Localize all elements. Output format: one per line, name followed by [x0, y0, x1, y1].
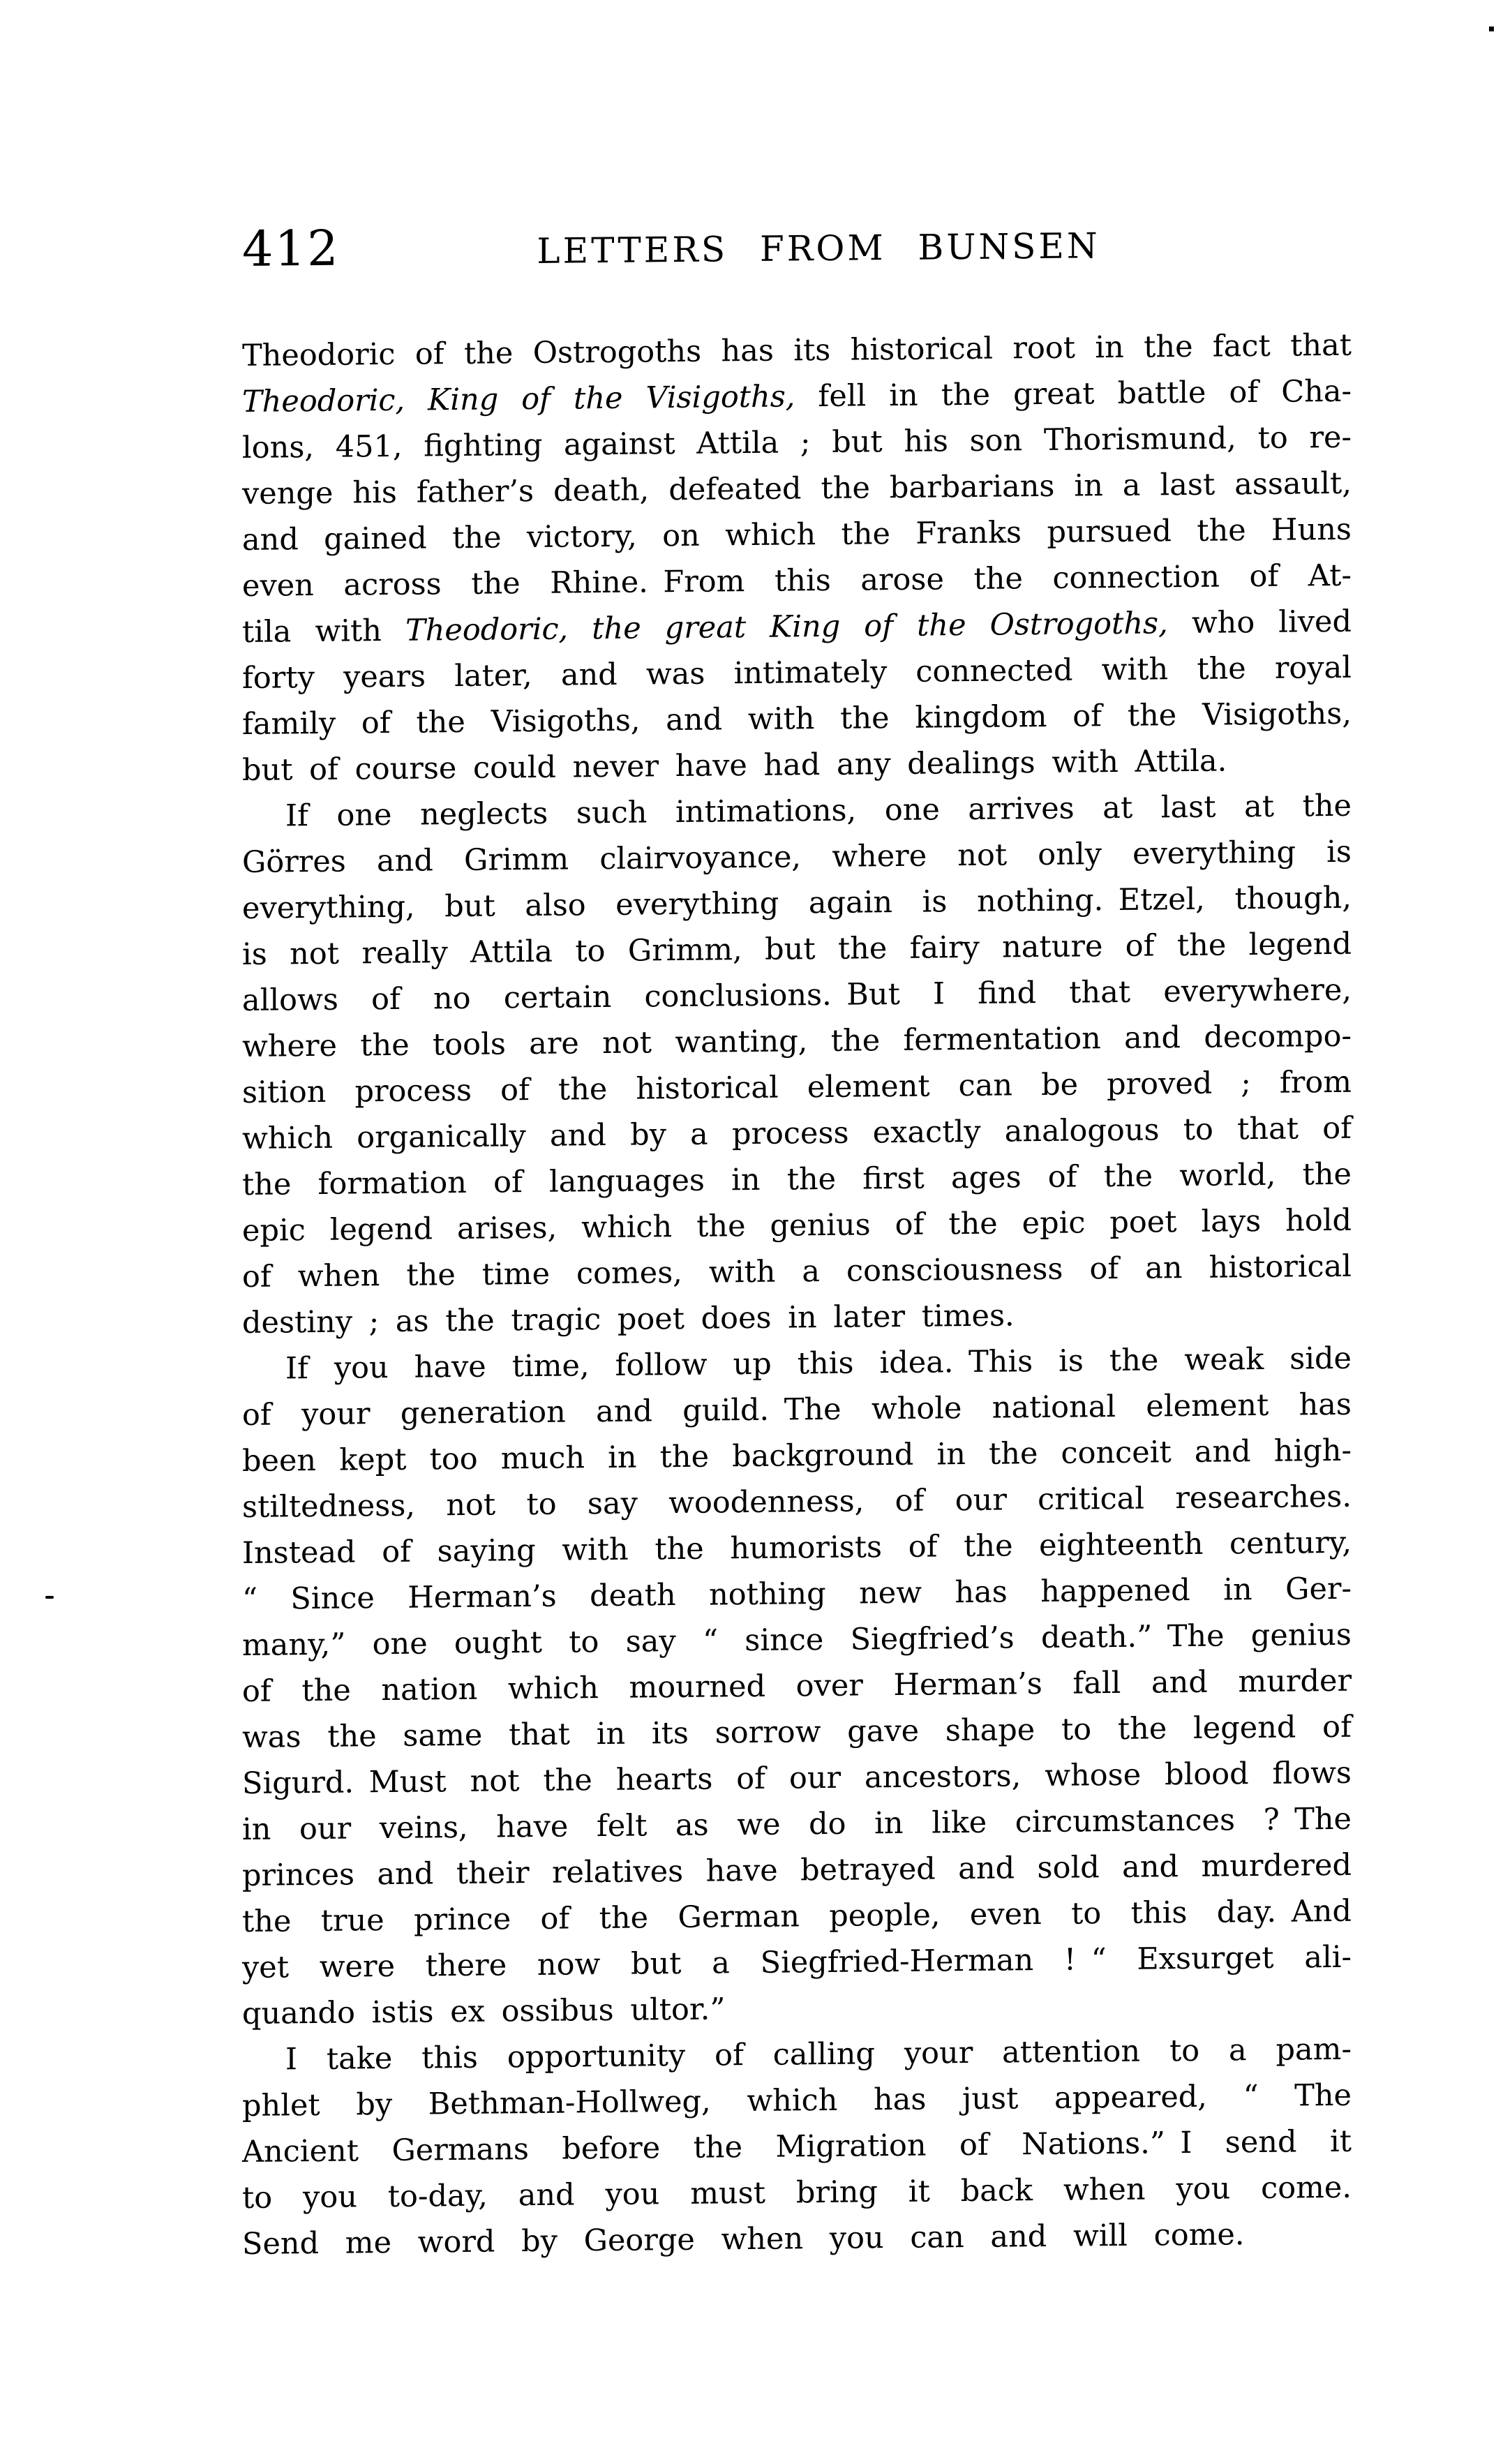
paragraph — [242, 2026, 1352, 2267]
text-line: where the tools are not wanting, the fermentation and decompo- — [242, 1018, 1352, 1064]
text-line: to you to-day, and you must bring it back when you come. — [242, 2170, 1352, 2216]
text-line: Sigurd. Must not the hearts of our ancestors, whose blood flows — [242, 1755, 1352, 1801]
running-title: LETTERS FROM BUNSEN — [537, 225, 1100, 271]
text-line: which organically and by a process exactly analogous to that of — [242, 1110, 1352, 1156]
text-line: “ Since Herman’s death nothing new has happened in Ger- — [242, 1571, 1352, 1617]
text-line: Instead of saying with the humorists of the eighteenth century, — [242, 1525, 1352, 1571]
text-line: many,” one ought to say “ since Siegfried’s death.” The genius — [242, 1617, 1352, 1663]
text-line: allows of no certain conclusions. But I find that everywhere, — [242, 972, 1352, 1018]
text-line: Görres and Grimm clairvoyance, where not only everything is — [242, 834, 1352, 880]
text-line: Ancient Germans before the Migration of Nations.” I send it — [242, 2123, 1352, 2170]
text-line: sition process of the historical element can be proved ; from — [242, 1064, 1352, 1110]
text-line: epic legend arises, which the genius of the epic poet lays hold — [242, 1202, 1352, 1248]
paragraph — [242, 783, 1352, 1346]
paragraph — [242, 1336, 1352, 2037]
text-line: is not really Attila to Grimm, but the fairy nature of the legend — [242, 926, 1352, 972]
text-line: even across the Rhine. From this arose the connection of At- — [242, 558, 1352, 604]
text-line: Theodoric, King of the Visigoths, fell in the great battle of Cha- — [242, 373, 1352, 419]
text-line: family of the Visigoths, and with the kingdom of the Visigoths, — [242, 696, 1352, 742]
text-line: lons, 451, fighting against Attila ; but his son Thorismund, to re- — [242, 419, 1352, 465]
text-line: but of course could never have had any dealings with Attila. — [242, 743, 1227, 788]
text-line: yet were there now but a Siegfried-Herman ! “ Exsurget ali- — [242, 1939, 1352, 1985]
text-line: tila with Theodoric, the great King of the Ostrogoths, who lived — [242, 604, 1352, 650]
text-line: If one neglects such intimations, one arrives at last at the — [285, 788, 1352, 834]
text-line: the true prince of the German people, even to this day. And — [242, 1893, 1352, 1939]
text-line: of the nation which mourned over Herman’s fall and murder — [242, 1663, 1352, 1709]
text-line: I take this opportunity of calling your attention to a pam- — [285, 2031, 1352, 2077]
text-line: in our veins, have felt as we do in like circumstances ? The — [242, 1801, 1352, 1847]
text-line: phlet by Bethman-Hollweg, which has just appeared, “ The — [242, 2077, 1352, 2123]
text-line: quando istis ex ossibus ultor.” — [242, 1992, 726, 2031]
text-line: of your generation and guild. The whole national element has — [242, 1387, 1352, 1433]
text-line: forty years later, and was intimately connected with the royal — [242, 650, 1352, 696]
page-number: 412 — [242, 219, 340, 278]
running-header — [242, 210, 1352, 279]
scan-speck — [1489, 27, 1494, 31]
text-line: and gained the victory, on which the Franks pursued the Huns — [242, 512, 1352, 558]
paragraph — [242, 322, 1352, 793]
text-line: of when the time comes, with a consciousness of an historical — [242, 1248, 1352, 1294]
page-text — [242, 322, 1352, 2267]
text-line: been kept too much in the background in the conceit and high- — [242, 1433, 1352, 1479]
text-line: Send me word by George when you can and will come. — [242, 2217, 1245, 2262]
text-line: princes and their relatives have betrayed and sold and murdered — [242, 1847, 1352, 1893]
text-line: Theodoric of the Ostrogoths has its historical root in the fact that — [242, 327, 1352, 373]
text-line: venge his father’s death, defeated the barbarians in a last assault, — [242, 465, 1352, 512]
text-line: the formation of languages in the first ages of the world, the — [242, 1156, 1352, 1202]
scan-margin-mark — [45, 1596, 54, 1599]
text-line: everything, but also everything again is nothing. Etzel, though, — [242, 880, 1352, 926]
text-line: was the same that in its sorrow gave shape to the legend of — [242, 1709, 1352, 1755]
text-line: If you have time, follow up this idea. This is the weak side — [285, 1341, 1352, 1387]
text-line: stiltedness, not to say woodenness, of our critical researches. — [242, 1479, 1352, 1525]
text-line: destiny ; as the tragic poet does in later times. — [242, 1298, 1015, 1341]
